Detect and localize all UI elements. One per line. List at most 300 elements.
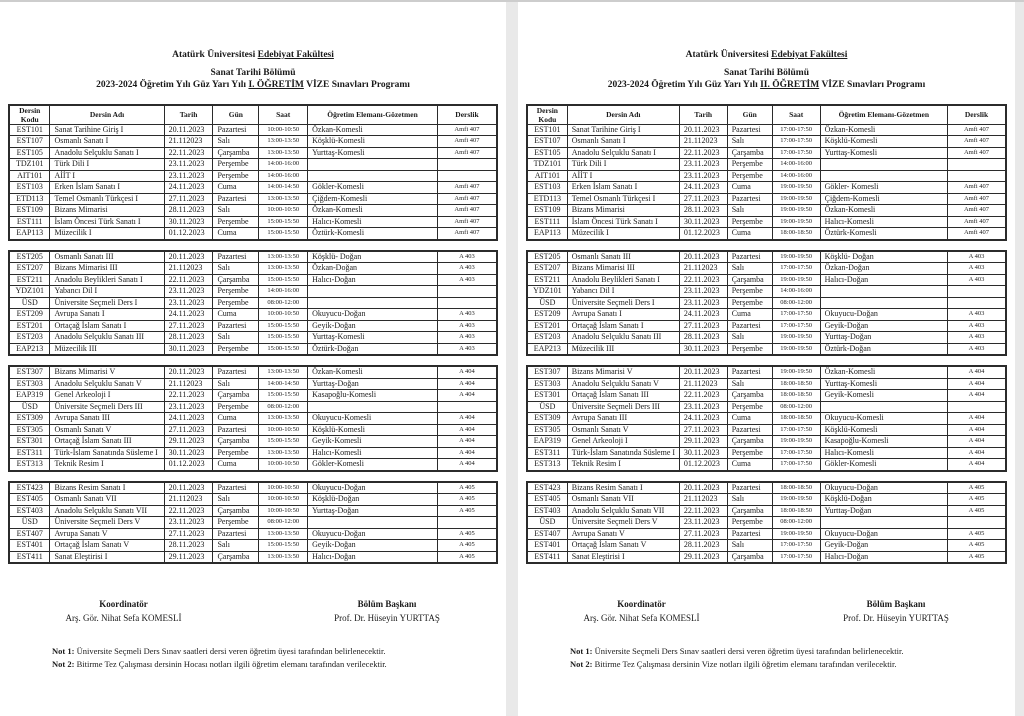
cell-time: 08:00-12:00: [772, 517, 820, 529]
cell-day: Perşembe: [727, 159, 772, 171]
cell-course-name: Bizans Mimarisi V: [567, 366, 679, 378]
cell-time: 19:00-19:50: [772, 436, 820, 448]
coordinator-signature: [46, 598, 201, 625]
title-faculty: Edebiyat Fakültesi: [771, 50, 848, 60]
cell-instructor: Köşklü-Komesli: [308, 136, 438, 148]
note-2: [570, 658, 1005, 671]
cell-course-code: EST301: [9, 436, 50, 448]
cell-instructor: Özkan-Komesli: [820, 205, 947, 217]
cell-course-code: EST105: [527, 147, 567, 159]
table-row: [9, 193, 497, 205]
cell-day: Perşembe: [213, 401, 259, 413]
table-row: [9, 378, 497, 390]
coordinator-name: Arş. Gör. Nihat Sefa KOMESLİ: [583, 612, 700, 623]
cell-instructor: Geyik-Komesli: [308, 436, 438, 448]
cell-course-name: Anadolu Selçuklu Sanatı III: [50, 332, 164, 344]
cell-course-code: EST309: [527, 413, 567, 425]
cell-course-name: Osmanlı Sanatı III: [50, 251, 164, 263]
cell-instructor: [820, 286, 947, 298]
cell-day: Pazartesi: [213, 251, 259, 263]
cell-day: Çarşamba: [213, 436, 259, 448]
cell-course-name: AİİT I: [50, 170, 164, 182]
cell-day: Pazartesi: [213, 193, 259, 205]
table-row: [527, 124, 1006, 136]
cell-course-code: EST207: [9, 263, 50, 275]
cell-course-code: EST403: [527, 505, 567, 517]
cell-time: 08:00-12:00: [259, 401, 308, 413]
cell-course-code: EST203: [9, 332, 50, 344]
cell-room: A 404: [437, 413, 497, 425]
cell-course-code: EST423: [9, 482, 50, 494]
title-department: Sanat Tarihi Bölümü: [210, 68, 296, 78]
table-row: [9, 390, 497, 402]
table-row: [527, 540, 1006, 552]
note-1: [570, 645, 1005, 658]
cell-course-code: ETD113: [9, 193, 50, 205]
cell-date: 29.11.2023: [679, 551, 727, 563]
cell-room: A 403: [437, 274, 497, 286]
cell-date: 21.112023: [164, 136, 213, 148]
cell-instructor: Geyik-Doğan: [820, 320, 947, 332]
title-program-term: II. ÖĞRETİM: [760, 80, 820, 91]
cell-course-code: EAP213: [9, 343, 50, 355]
cell-instructor: Köşklü-Doğan: [308, 494, 438, 506]
table-row: [527, 216, 1006, 228]
title-program-term: I. ÖĞRETİM: [248, 80, 304, 91]
cell-date: 22.11.2023: [679, 505, 727, 517]
cell-room: Amfi 407: [948, 136, 1006, 148]
table-row: [527, 366, 1006, 378]
department-head-title: Bölüm Başkanı: [357, 599, 417, 610]
column-header: Saat: [772, 105, 820, 125]
cell-time: 10:00-10:50: [259, 482, 308, 494]
table-row: [527, 482, 1006, 494]
cell-room: [437, 297, 497, 309]
table-row: [527, 517, 1006, 529]
cell-course-code: EST201: [527, 320, 567, 332]
cell-course-name: İslam Öncesi Türk Sanatı I: [567, 216, 679, 228]
cell-instructor: Halıcı-Komesli: [820, 216, 947, 228]
cell-room: Amfi 407: [948, 228, 1006, 240]
cell-day: Cuma: [727, 228, 772, 240]
cell-course-name: Genel Arkeoloji I: [50, 390, 164, 402]
cell-instructor: Yurttaş-Komesli: [308, 147, 438, 159]
cell-day: Pazartesi: [727, 366, 772, 378]
exam-table-block-2: [526, 250, 1007, 357]
cell-instructor: Gökler-Komesli: [308, 182, 438, 194]
cell-room: [437, 401, 497, 413]
cell-day: Perşembe: [213, 517, 259, 529]
cell-course-code: EST205: [527, 251, 567, 263]
cell-time: 13:00-13:50: [259, 528, 308, 540]
cell-day: Pazartesi: [213, 320, 259, 332]
cell-date: 20.11.2023: [679, 251, 727, 263]
cell-date: 27.11.2023: [164, 424, 213, 436]
column-header: Gün: [213, 105, 259, 125]
table-row: [9, 297, 497, 309]
exam-table-block-1: [526, 104, 1007, 241]
department-head-signature: [801, 598, 991, 625]
table-row: [9, 182, 497, 194]
cell-room: A 403: [948, 320, 1006, 332]
cell-date: 27.11.2023: [679, 424, 727, 436]
cell-time: 15:00-15:50: [259, 540, 308, 552]
cell-course-name: Üniversite Seçmeli Ders V: [50, 517, 164, 529]
table-row: [9, 482, 497, 494]
cell-room: A 405: [437, 505, 497, 517]
department-head-signature: [292, 598, 482, 625]
cell-room: Amfi 407: [948, 193, 1006, 205]
cell-instructor: [308, 401, 438, 413]
cell-day: Salı: [213, 205, 259, 217]
cell-course-code: TDZ101: [9, 159, 50, 171]
cell-instructor: Köşklü- Doğan: [308, 251, 438, 263]
cell-course-name: Ortaçağ İslam Sanatı III: [567, 390, 679, 402]
note-1-text: Üniversite Seçmeli Ders Sınav saatleri dersi veren öğretim üyesi tarafından belirlenecektir.: [76, 646, 386, 657]
cell-room: A 403: [437, 309, 497, 321]
cell-course-name: Ortaçağ İslam Sanatı I: [50, 320, 164, 332]
cell-day: Pazartesi: [213, 528, 259, 540]
cell-day: Pazartesi: [727, 320, 772, 332]
cell-course-code: EST311: [9, 447, 50, 459]
cell-day: Perşembe: [727, 517, 772, 529]
cell-time: 19:00-19:50: [772, 193, 820, 205]
page-title: [0, 2, 506, 92]
cell-course-code: EAP319: [9, 390, 50, 402]
cell-room: A 404: [437, 424, 497, 436]
cell-time: 15:00-15:50: [259, 332, 308, 344]
table-row: [527, 320, 1006, 332]
cell-room: Amfi 407: [948, 124, 1006, 136]
cell-course-code: ÜSD: [527, 517, 567, 529]
cell-time: 14:00-16:00: [259, 286, 308, 298]
cell-time: 10:00-10:50: [259, 309, 308, 321]
cell-date: 27.11.2023: [679, 193, 727, 205]
cell-instructor: Halıcı-Doğan: [308, 274, 438, 286]
cell-course-name: Anadolu Selçuklu Sanatı I: [567, 147, 679, 159]
cell-instructor: Okuyucu-Komesli: [308, 413, 438, 425]
note-2-label: Not 2:: [570, 659, 593, 670]
table-row: [9, 320, 497, 332]
cell-date: 23.11.2023: [164, 517, 213, 529]
page-gap: [506, 2, 518, 716]
table-row: [9, 494, 497, 506]
cell-room: A 404: [948, 390, 1006, 402]
cell-room: [948, 159, 1006, 171]
coordinator-name: Arş. Gör. Nihat Sefa KOMESLİ: [65, 612, 182, 623]
cell-date: 01.12.2023: [679, 228, 727, 240]
cell-date: 23.11.2023: [164, 159, 213, 171]
cell-course-code: ÜSD: [527, 297, 567, 309]
cell-date: 23.11.2023: [679, 159, 727, 171]
cell-course-name: Anadolu Selçuklu Sanatı V: [50, 378, 164, 390]
cell-course-code: EST211: [9, 274, 50, 286]
table-row: [527, 551, 1006, 563]
cell-time: 08:00-12:00: [259, 297, 308, 309]
cell-room: A 405: [948, 482, 1006, 494]
cell-time: 14:00-14:50: [259, 182, 308, 194]
cell-room: A 403: [437, 251, 497, 263]
cell-instructor: Öztürk-Komesli: [308, 228, 438, 240]
cell-day: Çarşamba: [727, 147, 772, 159]
cell-course-name: Osmanlı Sanatı III: [567, 251, 679, 263]
cell-time: 17:00-17:50: [772, 263, 820, 275]
table-row: [527, 228, 1006, 240]
cell-instructor: Geyik-Doğan: [308, 540, 438, 552]
cell-course-name: Üniversite Seçmeli Ders I: [567, 297, 679, 309]
cell-course-name: Avrupa Sanatı V: [567, 528, 679, 540]
cell-time: 17:00-17:50: [772, 459, 820, 471]
cell-day: Çarşamba: [213, 551, 259, 563]
title-program-suffix: VİZE Sınavları Programı: [306, 80, 410, 91]
cell-instructor: [308, 286, 438, 298]
cell-room: A 404: [948, 413, 1006, 425]
cell-instructor: Köşklü-Komesli: [820, 136, 947, 148]
table-row: [9, 517, 497, 529]
cell-day: Salı: [727, 378, 772, 390]
cell-instructor: Yurttaş-Doğan: [308, 378, 438, 390]
table-row: [9, 540, 497, 552]
cell-room: A 405: [437, 482, 497, 494]
cell-date: 20.11.2023: [679, 366, 727, 378]
note-2-text: Bitirme Tez Çalışması dersinin Hocası notları ilgili öğretim elemanı tarafından verilecektir.: [76, 659, 387, 670]
cell-instructor: Özkan-Komesli: [820, 366, 947, 378]
cell-date: 22.11.2023: [164, 147, 213, 159]
cell-date: 21.112023: [679, 378, 727, 390]
cell-course-code: EST401: [527, 540, 567, 552]
cell-day: Salı: [727, 263, 772, 275]
cell-room: A 404: [948, 378, 1006, 390]
table-row: [527, 528, 1006, 540]
cell-day: Perşembe: [213, 159, 259, 171]
cell-date: 01.12.2023: [679, 459, 727, 471]
cell-course-name: Anadolu Beylikleri Sanatı I: [567, 274, 679, 286]
cell-course-code: EST109: [9, 205, 50, 217]
cell-time: 17:00-17:50: [772, 147, 820, 159]
cell-time: 19:00-19:50: [772, 274, 820, 286]
cell-time: 13:00-13:50: [259, 147, 308, 159]
cell-day: Salı: [213, 136, 259, 148]
cell-course-name: Üniversite Seçmeli Ders V: [567, 517, 679, 529]
cell-day: Cuma: [727, 309, 772, 321]
cell-time: 14:00-16:00: [772, 286, 820, 298]
cell-room: Amfi 407: [437, 205, 497, 217]
cell-course-code: EST209: [527, 309, 567, 321]
cell-day: Çarşamba: [727, 274, 772, 286]
cell-time: 17:00-17:50: [772, 540, 820, 552]
cell-room: A 404: [437, 459, 497, 471]
cell-instructor: Yurttaş-Komesli: [820, 147, 947, 159]
cell-course-code: EST305: [9, 424, 50, 436]
cell-day: Salı: [727, 205, 772, 217]
cell-time: 15:00-15:50: [259, 436, 308, 448]
table-row: [527, 494, 1006, 506]
cell-time: 17:00-17:50: [772, 309, 820, 321]
cell-time: 13:00-13:50: [259, 136, 308, 148]
cell-date: 20.11.2023: [164, 251, 213, 263]
table-row: [9, 413, 497, 425]
cell-room: Amfi 407: [437, 193, 497, 205]
cell-course-code: EST301: [527, 390, 567, 402]
cell-date: 28.11.2023: [679, 205, 727, 217]
cell-course-code: EST313: [527, 459, 567, 471]
cell-date: 23.11.2023: [164, 297, 213, 309]
cell-instructor: Çiğdem-Komesli: [308, 193, 438, 205]
cell-room: A 405: [948, 551, 1006, 563]
cell-day: Çarşamba: [727, 436, 772, 448]
cell-course-code: EST311: [527, 447, 567, 459]
cell-course-code: ÜSD: [527, 401, 567, 413]
cell-time: 19:00-19:50: [772, 343, 820, 355]
cell-course-code: EST205: [9, 251, 50, 263]
note-1-label: Not 1:: [52, 646, 75, 657]
cell-time: 17:00-17:50: [772, 447, 820, 459]
cell-course-name: Türk-İslam Sanatında Süsleme I: [50, 447, 164, 459]
cell-room: Amfi 407: [948, 182, 1006, 194]
cell-instructor: Halıcı-Komesli: [308, 447, 438, 459]
cell-time: 15:00-15:50: [259, 390, 308, 402]
cell-course-name: Bizans Mimarisi: [567, 205, 679, 217]
cell-room: A 403: [948, 251, 1006, 263]
cell-date: 21.112023: [164, 263, 213, 275]
cell-course-name: Türk Dili I: [50, 159, 164, 171]
table-row: [9, 205, 497, 217]
title-program-suffix: VİZE Sınavları Programı: [821, 80, 926, 91]
cell-time: 08:00-12:00: [259, 517, 308, 529]
cell-instructor: [820, 297, 947, 309]
exam-tables: [0, 104, 506, 565]
document-pages-container: [0, 2, 1024, 716]
cell-date: 22.11.2023: [164, 274, 213, 286]
cell-course-code: ÜSD: [9, 517, 50, 529]
cell-time: 17:00-17:50: [772, 124, 820, 136]
table-row: [9, 251, 497, 263]
cell-course-name: Yabancı Dil I: [50, 286, 164, 298]
cell-day: Perşembe: [727, 216, 772, 228]
cell-instructor: Halıcı-Doğan: [820, 274, 947, 286]
table-row: [527, 447, 1006, 459]
cell-time: 08:00-12:00: [772, 297, 820, 309]
cell-course-code: EST313: [9, 459, 50, 471]
cell-day: Çarşamba: [213, 505, 259, 517]
cell-day: Cuma: [213, 309, 259, 321]
table-row: [527, 378, 1006, 390]
cell-course-name: Bizans Mimarisi III: [567, 263, 679, 275]
cell-course-code: EST405: [9, 494, 50, 506]
table-row: [9, 216, 497, 228]
cell-day: Salı: [727, 332, 772, 344]
cell-day: Salı: [213, 378, 259, 390]
cell-date: 24.11.2023: [679, 413, 727, 425]
cell-day: Salı: [727, 494, 772, 506]
table-row: [527, 251, 1006, 263]
cell-course-code: EST111: [9, 216, 50, 228]
exam-table-block-3: [526, 365, 1007, 472]
signature-block: [518, 598, 1015, 625]
cell-date: 22.11.2023: [679, 274, 727, 286]
cell-course-name: Genel Arkeoloji I: [567, 436, 679, 448]
department-head-name: Prof. Dr. Hüseyin YURTTAŞ: [843, 612, 949, 623]
title-program-prefix: 2023-2024 Öğretim Yılı Güz Yarı Yılı: [96, 80, 247, 91]
cell-time: 17:00-17:50: [772, 424, 820, 436]
table-row: [9, 286, 497, 298]
cell-time: 13:00-13:50: [259, 551, 308, 563]
cell-course-name: Bizans Resim Sanatı I: [567, 482, 679, 494]
cell-room: A 403: [437, 343, 497, 355]
cell-room: Amfi 407: [437, 124, 497, 136]
cell-time: 13:00-13:50: [259, 193, 308, 205]
table-row: [9, 159, 497, 171]
cell-date: 22.11.2023: [679, 147, 727, 159]
cell-day: Cuma: [213, 228, 259, 240]
cell-instructor: Okuyucu-Komesli: [820, 413, 947, 425]
signature-block: [0, 598, 506, 625]
cell-time: 18:00-18:50: [772, 413, 820, 425]
cell-date: 30.11.2023: [679, 216, 727, 228]
table-row: [9, 332, 497, 344]
table-row: [527, 332, 1006, 344]
cell-instructor: Gökler-Komesli: [308, 459, 438, 471]
cell-course-name: Osmanlı Sanatı I: [567, 136, 679, 148]
cell-day: Perşembe: [727, 343, 772, 355]
cell-instructor: [308, 517, 438, 529]
cell-course-name: Osmanlı Sanatı V: [50, 424, 164, 436]
table-row: [527, 286, 1006, 298]
cell-day: Perşembe: [213, 170, 259, 182]
cell-time: 08:00-12:00: [772, 401, 820, 413]
cell-day: Perşembe: [213, 343, 259, 355]
cell-time: 13:00-13:50: [259, 366, 308, 378]
exam-table-block-2: [8, 250, 498, 357]
document-page-2: [518, 2, 1015, 716]
cell-room: A 403: [948, 263, 1006, 275]
note-1: [52, 645, 496, 658]
cell-room: A 404: [948, 447, 1006, 459]
cell-course-code: EST101: [9, 124, 50, 136]
cell-instructor: [820, 517, 947, 529]
cell-day: Perşembe: [727, 297, 772, 309]
cell-day: Salı: [213, 494, 259, 506]
table-row: [9, 263, 497, 275]
cell-course-name: Müzecilik III: [50, 343, 164, 355]
cell-course-code: EST107: [527, 136, 567, 148]
cell-date: 22.11.2023: [164, 390, 213, 402]
cell-room: A 405: [437, 540, 497, 552]
cell-room: A 404: [437, 436, 497, 448]
cell-instructor: Yurttaş-Doğan: [308, 505, 438, 517]
cell-course-code: EST405: [527, 494, 567, 506]
cell-time: 18:00-18:50: [772, 228, 820, 240]
cell-course-name: Sanat Eleştirisi I: [567, 551, 679, 563]
cell-instructor: [820, 170, 947, 182]
cell-date: 23.11.2023: [679, 297, 727, 309]
cell-instructor: Öztürk-Doğan: [308, 343, 438, 355]
table-row: [9, 436, 497, 448]
note-1-text: Üniversite Seçmeli Ders Sınav saatleri dersi veren öğretim üyesi tarafından belirlenecektir.: [594, 646, 904, 657]
cell-course-name: Bizans Mimarisi: [50, 205, 164, 217]
exam-table-block-4: [8, 481, 498, 565]
cell-date: 22.11.2023: [679, 390, 727, 402]
cell-day: Pazartesi: [727, 424, 772, 436]
cell-date: 28.11.2023: [679, 540, 727, 552]
cell-course-name: Temel Osmanlı Türkçesi I: [567, 193, 679, 205]
cell-date: 23.11.2023: [679, 170, 727, 182]
cell-course-name: Müzecilik III: [567, 343, 679, 355]
cell-room: A 403: [437, 320, 497, 332]
cell-time: 10:00-10:50: [259, 124, 308, 136]
cell-time: 14:00-16:00: [259, 170, 308, 182]
cell-room: [437, 170, 497, 182]
